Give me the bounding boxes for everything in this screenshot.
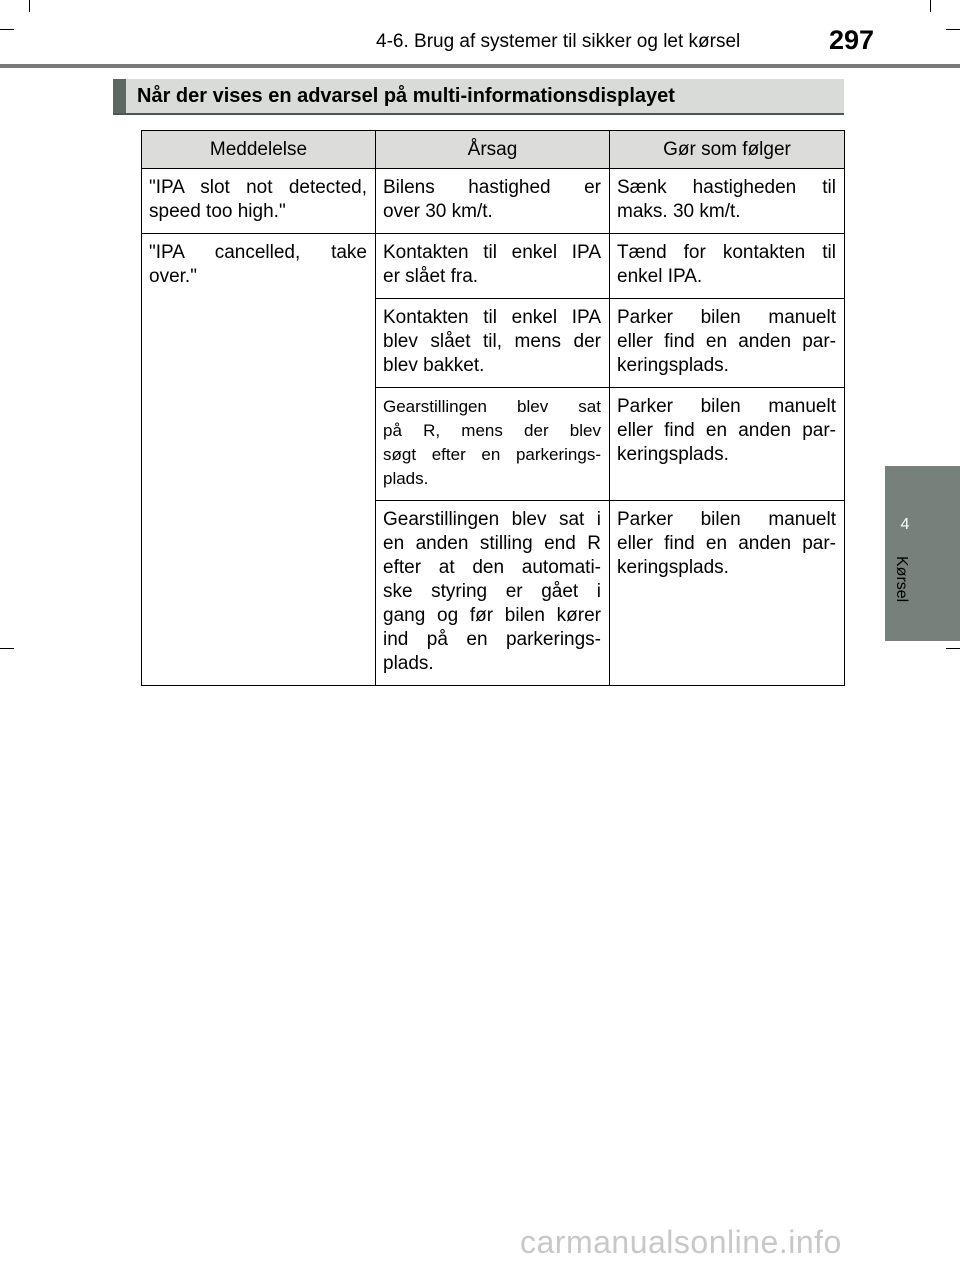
cell-text-line: "IPA slot not detected, — [149, 177, 367, 198]
cell-text-line: søgt efter en parkerings- — [383, 445, 601, 464]
column-header-action: Gør som følger — [610, 131, 845, 169]
cause-cell — [376, 234, 610, 299]
cause-cell — [376, 388, 610, 501]
cell-text-line: Parker bilen manuelt — [617, 396, 836, 417]
cell-text-line: ske styring er gået i — [383, 581, 601, 602]
page-number: 297 — [829, 25, 875, 55]
section-heading — [113, 79, 844, 115]
cell-text-line: keringsplads. — [617, 444, 729, 465]
chapter-number: 4 — [900, 516, 910, 533]
cell-text-line: "IPA cancelled, take — [149, 242, 367, 263]
header-divider — [0, 64, 960, 68]
cell-text-line: enkel IPA. — [617, 266, 703, 287]
cell-text-line: Gearstillingen blev sat i — [383, 509, 601, 530]
crop-mark — [29, 0, 30, 12]
cell-text-line: Kontakten til enkel IPA — [383, 242, 601, 263]
table-header-row — [142, 131, 845, 169]
section-heading-bar — [113, 79, 126, 113]
cell-text-line: maks. 30 km/t. — [617, 201, 741, 222]
crop-mark — [946, 29, 960, 30]
action-cell — [610, 169, 845, 234]
cell-text-line: er slået fra. — [383, 266, 479, 287]
cell-text-line: eller find en anden par- — [617, 420, 836, 441]
action-cell — [610, 234, 845, 299]
cell-text-line: på R, mens der blev — [383, 421, 601, 440]
chapter-header: 4-6. Brug af systemer til sikker og let kørsel — [376, 31, 741, 52]
cell-text-line: Bilens hastighed er — [383, 177, 601, 198]
cell-text-line: gang og før bilen kører — [383, 605, 601, 626]
watermark: carmanualsonline.info — [520, 1224, 842, 1260]
action-cell — [610, 388, 845, 501]
cell-text-line: keringsplads. — [617, 557, 729, 578]
chapter-side-tab — [885, 466, 960, 641]
cell-text-line: en anden stilling end R — [383, 533, 601, 554]
table-row — [142, 234, 845, 299]
cause-cell — [376, 299, 610, 388]
crop-mark — [946, 648, 960, 649]
cell-text-line: blev bakket. — [383, 355, 485, 376]
cell-text-line: Gearstillingen blev sat — [383, 397, 601, 416]
cell-text-line: Parker bilen manuelt — [617, 509, 836, 530]
cell-text-line: Tænd for kontakten til — [617, 242, 836, 263]
cell-text-line: keringsplads. — [617, 355, 729, 376]
message-cell — [142, 169, 376, 234]
crop-mark — [930, 0, 931, 12]
cell-text-line: plads. — [383, 469, 429, 488]
cause-cell — [376, 169, 610, 234]
cell-text-line: over 30 km/t. — [383, 201, 493, 222]
table-row — [142, 169, 845, 234]
crop-mark — [0, 29, 14, 30]
message-cell — [142, 234, 376, 686]
cell-text-line: Sænk hastigheden til — [617, 177, 836, 198]
section-heading-text: Når der vises en advarsel på multi-informationsdisplayet — [137, 85, 675, 107]
cell-text-line: eller find en anden par- — [617, 533, 836, 554]
chapter-label: Kørsel — [893, 556, 910, 603]
cell-text-line: Kontakten til enkel IPA — [383, 307, 601, 328]
cause-cell — [376, 501, 610, 686]
cell-text-line: efter at den automati- — [383, 557, 601, 578]
cell-text-line: plads. — [383, 653, 434, 674]
cell-text-line: blev slået til, mens der — [383, 331, 601, 352]
action-cell — [610, 299, 845, 388]
cell-text-line: speed too high." — [149, 201, 286, 222]
crop-mark — [0, 648, 14, 649]
cell-text-line: over." — [149, 266, 197, 287]
column-header-message: Meddelelse — [142, 131, 376, 169]
cell-text-line: eller find en anden par- — [617, 331, 836, 352]
action-cell — [610, 501, 845, 686]
cell-text-line: Parker bilen manuelt — [617, 307, 836, 328]
warning-table — [141, 130, 845, 686]
column-header-cause: Årsag — [376, 131, 610, 169]
cell-text-line: ind på en parkerings- — [383, 629, 601, 650]
